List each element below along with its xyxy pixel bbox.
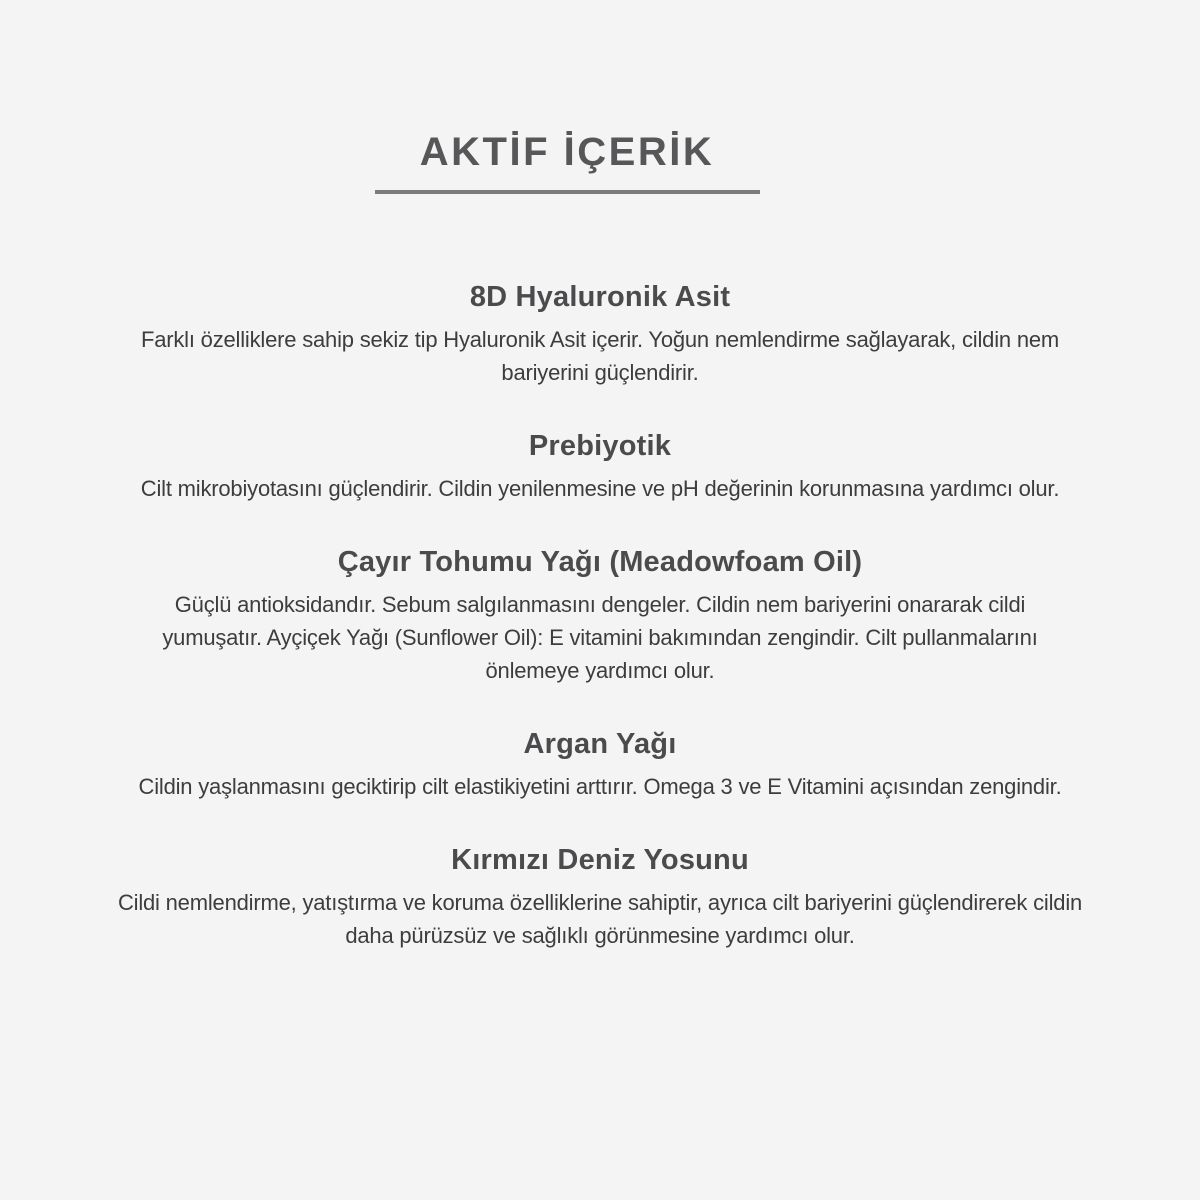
title-divider bbox=[375, 190, 760, 194]
section-body: Cildin yaşlanmasını geciktirip cilt elastikiyetini arttırır. Omega 3 ve E Vitamini açısından zengindir. bbox=[138, 774, 1062, 799]
title-block bbox=[0, 128, 1200, 194]
section-hyaluronic-acid bbox=[0, 280, 1200, 389]
section-body: Farklı özelliklere sahip sekiz tip Hyaluronik Asit içerir. Yoğun nemlendirme sağlayarak, cildin nem bariyerini güçlendirir. bbox=[140, 327, 1060, 385]
section-body: Cilt mikrobiyotasını güçlendirir. Cildin yenilenmesine ve pH değerinin korunmasına yardımcı olur. bbox=[140, 476, 1060, 501]
section-heading: Prebiyotik bbox=[528, 430, 672, 462]
page-title: AKTİF İÇERİK bbox=[419, 130, 715, 174]
title-inner bbox=[375, 128, 760, 194]
section-body: Cildi nemlendirme, yatıştırma ve koruma özelliklerine sahiptir, ayrıca cilt bariyerini güçlendirerek cildin daha pürüzsüz ve sağlıklı görünmesine yardımcı olur. bbox=[117, 890, 1083, 948]
section-heading: 8D Hyaluronik Asit bbox=[469, 281, 731, 313]
section-argan-oil bbox=[0, 727, 1200, 803]
section-heading: Kırmızı Deniz Yosunu bbox=[451, 844, 749, 876]
sections-list bbox=[0, 280, 1200, 952]
section-body: Güçlü antioksidandır. Sebum salgılanmasını dengeler. Cildin nem bariyerini onararak cildi yumuşatır. Ayçiçek Yağı (Sunflower Oil): E vitamini bakımından zengindir. Cilt pullanmalarını önlemeye yardımcı olur. bbox=[162, 592, 1038, 683]
section-heading: Çayır Tohumu Yağı (Meadowfoam Oil) bbox=[337, 546, 863, 578]
section-heading: Argan Yağı bbox=[523, 728, 677, 760]
section-meadowfoam-oil bbox=[0, 545, 1200, 687]
section-prebiotic bbox=[0, 429, 1200, 505]
section-red-seaweed bbox=[0, 843, 1200, 952]
